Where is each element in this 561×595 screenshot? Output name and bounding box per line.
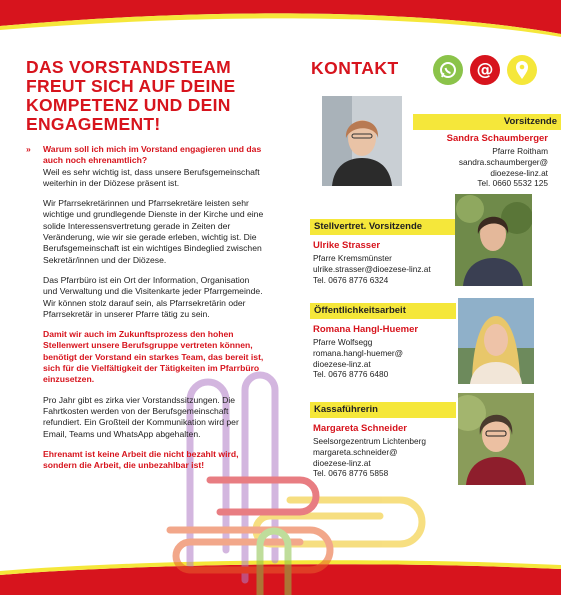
headline: DAS VORSTANDSTEAM FREUT SICH AUF DEINE KOMPETENZ UND DEIN ENGAGEMENT!: [26, 57, 236, 134]
contact-role-kassafuehrerin: Kassaführerin: [310, 402, 456, 418]
contact-email[interactable]: margareta.schneider@: [313, 446, 398, 457]
contact-phone[interactable]: Tel. 0676 8776 5858: [313, 468, 389, 479]
paragraph-5: Pro Jahr gibt es zirka vier Vorstandssitzungen. Die Fahrtkosten werden von der Berufsgemeinschaft refundiert. Ein Großteil der Kommunikation wird per Email, Teams und WhatsApp abgehalten.: [43, 394, 239, 439]
photo-romana-hangl-huemer: [458, 298, 534, 384]
contact-info-sandra: [459, 146, 548, 189]
contact-phone[interactable]: Tel. 0676 8776 6324: [313, 274, 389, 285]
paragraph-3: Das Pfarrbüro ist ein Ort der Information, Organisation und Verwaltung und die Visitenkarte jeder Pfarrgemeinde. Wir können stolz darauf sein, als Pfarrsekretärin oder Pfarrsekretär in unserer Pfarre tätig zu sein.: [43, 274, 263, 319]
contact-parish: Pfarre Kremsmünster: [313, 253, 392, 263]
contact-role-stellvertret: Stellvertret. Vorsitzende: [310, 219, 456, 235]
contact-info-romana: [313, 337, 403, 380]
contact-parish: Seelsorgezentrum Lichtenberg: [313, 436, 426, 446]
paragraph-6: Ehrenamt ist keine Arbeit die nicht bezahlt wird, sondern die Arbeit, die unbezahlbar ist!: [43, 448, 239, 471]
paragraph-1: Weil es sehr wichtig ist, dass unsere Berufsgemeinschaft weiterhin in der Diözese präsent ist.: [43, 166, 260, 188]
contact-name-ulrike: Ulrike Strasser: [313, 240, 381, 251]
contact-name-sandra: Sandra Schaumberger: [446, 133, 548, 144]
photo-margareta-schneider: [458, 393, 534, 485]
contact-parish: Pfarre Wolfsegg: [313, 337, 373, 347]
photo-ulrike-strasser: [455, 194, 532, 286]
contact-role-vorsitzende: Vorsitzende: [413, 114, 561, 130]
top-red-band: [0, 0, 561, 40]
location-pin-icon[interactable]: [507, 55, 537, 85]
contact-email[interactable]: romana.hangl-huemer@: [313, 347, 404, 358]
contact-email-domain[interactable]: dioezese-linz.at: [313, 457, 371, 468]
contact-email[interactable]: sandra.schaumberger@: [458, 156, 548, 167]
contact-info-ulrike: [313, 253, 431, 285]
contact-parish: Pfarre Roitham: [492, 146, 548, 156]
question-text: Warum soll ich mich im Vorstand engagieren und das auch noch ehrenamtlich?: [43, 144, 262, 166]
contact-info-margareta: [313, 436, 426, 479]
photo-sandra-schaumberger: [322, 96, 402, 186]
contact-name-margareta: Margareta Schneider: [313, 423, 407, 434]
contact-role-oeffentlichkeitsarbeit: Öffentlichkeitsarbeit: [310, 303, 456, 319]
article-body: [26, 144, 265, 480]
paragraph-4: Damit wir auch im Zukunftsprozess den hohen Stellenwert unsere Berufsgruppe vertreten können, benötigt der Vorstand ein starkes Team, das bereit ist, sich für die Vielfältigkeit der Tätigkeiten im Pfarrbüro einzusetzen.: [43, 329, 264, 385]
contact-name-romana: Romana Hangl-Huemer: [313, 324, 419, 335]
at-icon[interactable]: @: [470, 55, 500, 85]
question-block: [26, 144, 265, 189]
contact-phone[interactable]: Tel. 0676 8776 6480: [313, 369, 389, 380]
bullet-marker: »: [26, 144, 31, 154]
kontakt-title: KONTAKT: [311, 58, 399, 78]
contact-phone[interactable]: Tel. 0660 5532 125: [477, 178, 548, 189]
paragraph-2: Wir Pfarrsekretärinnen und Pfarrsekretäre leisten sehr wichtige und grundlegende Dienste in der Kirche und eine solide Interessensvertretung gerade in Zeiten der Veränderung, wie wir sie gerade erleben, wichtig ist. Die Berufsgemeinschaft ist ein wichtiges Bindeglied zwischen Sekretär/innen und der Diözese.: [43, 198, 264, 265]
contact-email-domain[interactable]: dioezese-linz.at: [313, 358, 371, 369]
contact-email-domain[interactable]: dioezese-linz.at: [490, 167, 548, 178]
contact-email[interactable]: ulrike.strasser@dioezese-linz.at: [313, 263, 431, 274]
whatsapp-icon[interactable]: [433, 55, 463, 85]
